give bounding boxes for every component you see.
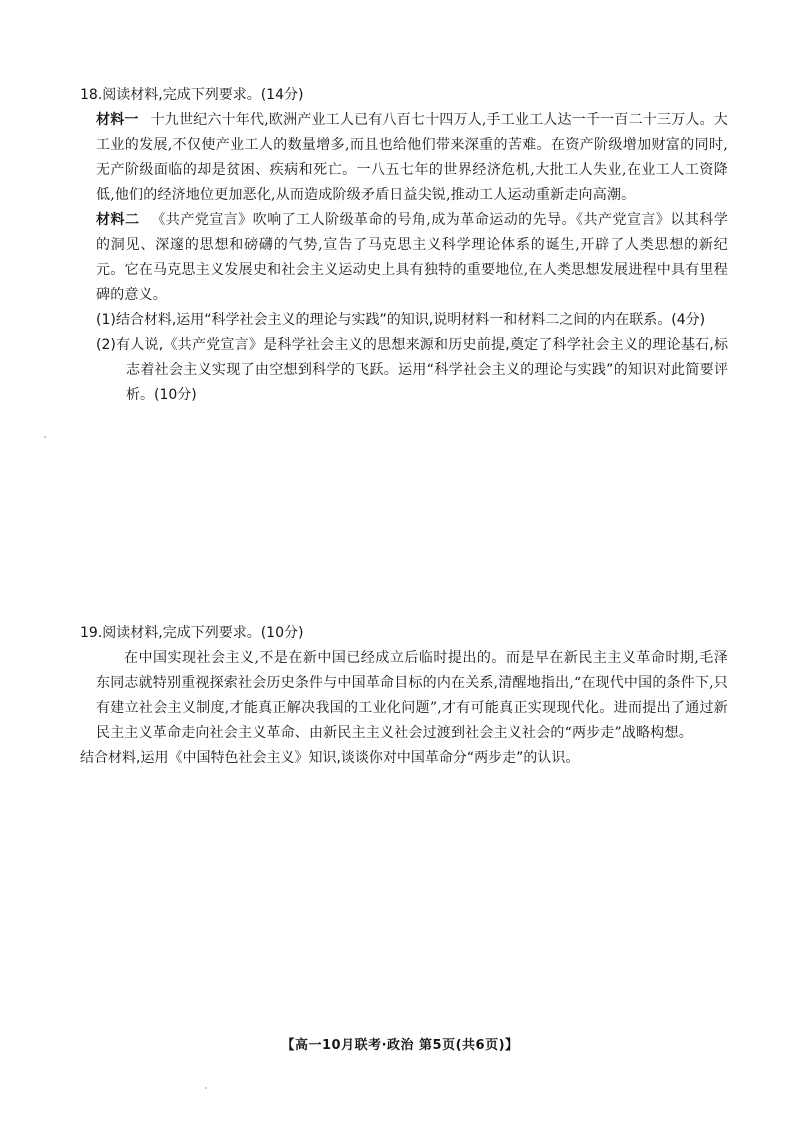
- scan-speck: [205, 1087, 207, 1089]
- question-19-task: 结合材料,运用《中国特色社会主义》知识,谈谈你对中国革命分“两步走”的认识。: [80, 750, 580, 766]
- question-18-title: 18.阅读材料,完成下列要求。(14分): [80, 87, 304, 103]
- material-1-text: 十九世纪六十年代,欧洲产业工人已有八百七十四万人,手工业工人达一千一百二十三万人。大工业的发展,不仅使产业工人的数量增多,而且也给他们带来深重的苦难。在资产阶级增加财富的同时,无产阶级面临的却是贫困、疾病和死亡。一八五七年的世界经济危机,大批工人失业,在业工人工资降低,他们的经济地位更加恶化,从而造成阶级矛盾日益尖锐,推动工人运动重新走向高潮。: [96, 112, 728, 203]
- question-19-material: 在中国实现社会主义,不是在新中国已经成立后临时提出的。而是早在新民主主义革命时期,毛泽东同志就特别重视探索社会历史条件与中国革命目标的内在关系,清醒地指出,“在现代中国的条件下,只有建立社会主义制度,才能真正解决我国的工业化问题”,才有可能真正实现现代化。进而提出了通过新民主主义革命走向社会主义革命、由新民主主义社会过渡到社会主义社会的“两步走”战略构想。: [96, 650, 728, 741]
- question-18-sub-2: (2)有人说,《共产党宣言》是科学社会主义的思想来源和历史前提,奠定了科学社会主义的理论基石,标志着社会主义实现了由空想到科学的飞跃。运用“科学社会主义的理论与实践”的知识对此简要评析。(10分): [96, 337, 728, 403]
- question-19: [80, 622, 728, 771]
- question-18-material-1: [80, 108, 728, 208]
- material-2-text: 《共产党宣言》吹响了工人阶级革命的号角,成为革命运动的先导。《共产党宣言》以其科学的洞见、深邃的思想和磅礴的气势,宣告了马克思主义科学理论体系的诞生,开辟了人类思想的新纪元。它在马克思主义发展史和社会主义运动史上具有独特的重要地位,在人类思想发展进程中具有里程碑的意义。: [96, 212, 728, 303]
- question-19-title: 19.阅读材料,完成下列要求。(10分): [80, 625, 304, 641]
- question-18: [80, 84, 728, 408]
- question-18-sub-1: (1)结合材料,运用“科学社会主义的理论与实践”的知识,说明材料一和材料二之间的内在联系。(4分): [96, 312, 706, 328]
- material-1-label: 材料一: [96, 112, 139, 128]
- page-footer: 【高一10月联考·政治 第5页(共6页)】: [281, 1038, 519, 1053]
- question-18-material-2: [80, 208, 728, 308]
- scan-speck: [44, 436, 46, 438]
- material-2-label: 材料二: [96, 212, 140, 228]
